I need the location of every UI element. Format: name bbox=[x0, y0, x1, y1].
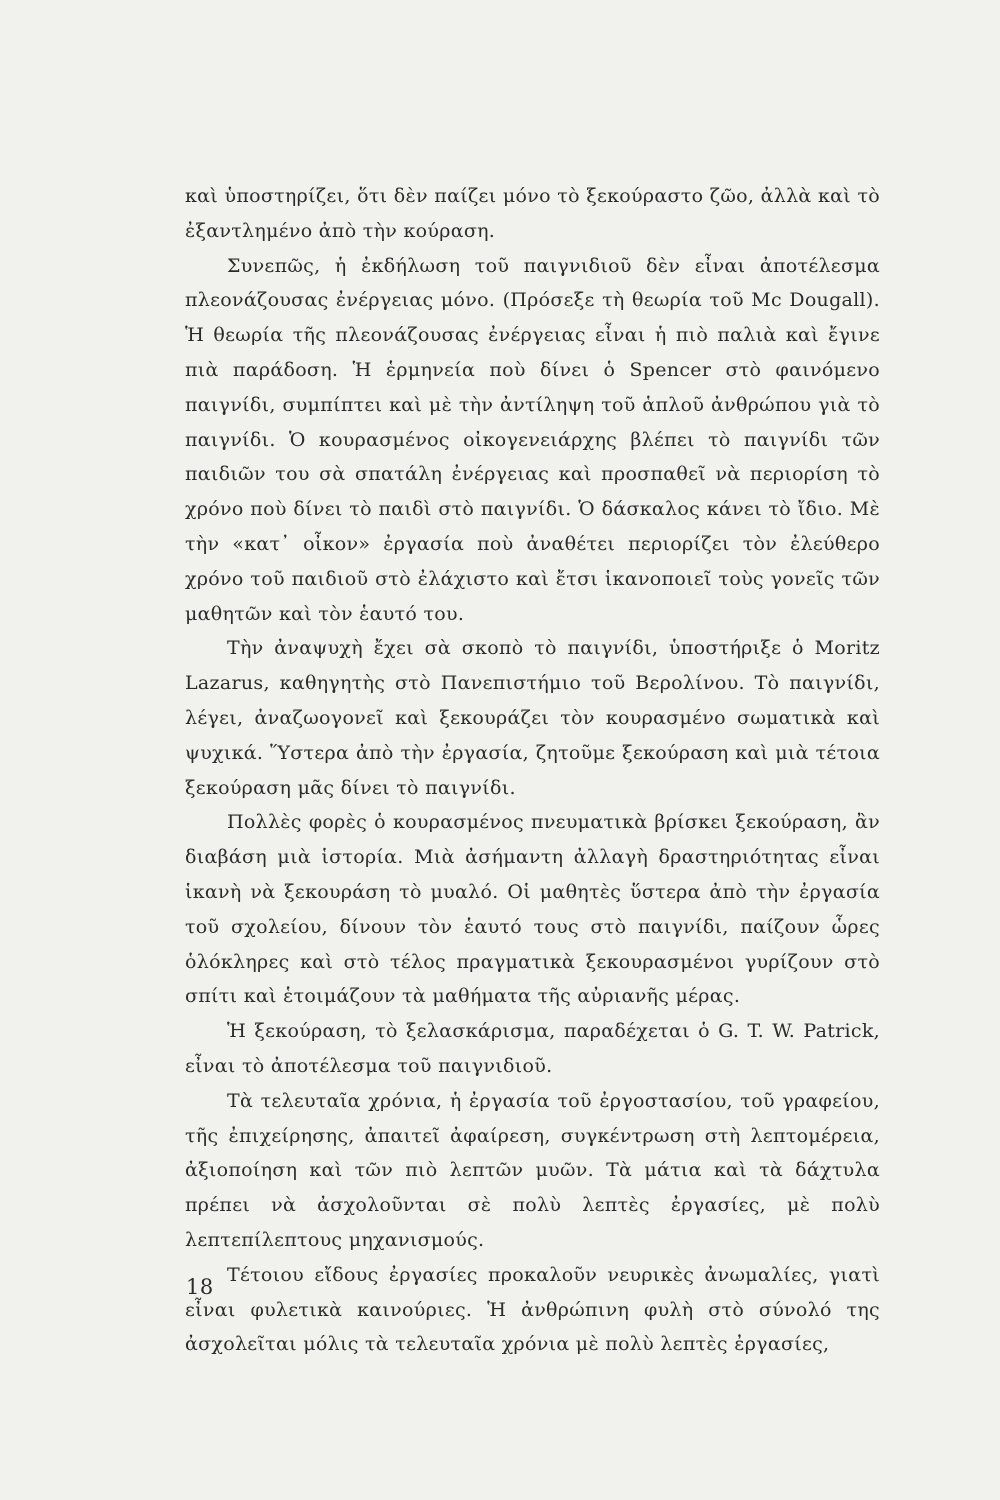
body-text bbox=[185, 179, 880, 1362]
paragraph-2: Συνεπῶς, ἡ ἐκδήλωση τοῦ παιγνιδιοῦ δὲν εἶναι ἀποτέλεσμα πλεονάζουσας ἐνέργειας μόνο. (Πρόσεξε τὴ θεωρία τοῦ Mc Dougall). Ἡ θεωρία τῆς πλεονάζουσας ἐνέργειας εἶναι ἡ πιὸ παλιὰ καὶ ἔγινε πιὰ παράδοση. Ἡ ἑρμηνεία ποὺ δίνει ὁ Spencer στὸ φαινόμενο παιγνίδι, συμπίπτει καὶ μὲ τὴν ἀντίληψη τοῦ ἁπλοῦ ἀνθρώπου γιὰ τὸ παιγνίδι. Ὁ κουρασμένος οἰκογενειάρχης βλέπει τὸ παιγνίδι τῶν παιδιῶν του σὰ σπατάλη ἐνέργειας καὶ προσπαθεῖ νὰ περιορίση τὸ χρόνο ποὺ δίνει τὸ παιδὶ στὸ παιγνίδι. Ὁ δάσκαλος κάνει τὸ ἴδιο. Μὲ τὴν «κατ᾽ οἶκον» ἐργασία ποὺ ἀναθέτει περιορίζει τὸν ἐλεύθερο χρόνο τοῦ παιδιοῦ στὸ ἐλάχιστο καὶ ἔτσι ἱκανοποιεῖ τοὺς γονεῖς τῶν μαθητῶν καὶ τὸν ἑαυτό του. bbox=[185, 254, 880, 625]
paragraph-7: Τέτοιου εἴδους ἐργασίες προκαλοῦν νευρικὲς ἀνωμαλίες, γιατὶ εἶναι φυλετικὰ καινούριες. Ἡ ἀνθρώπινη φυλὴ στὸ σύνολό της ἀσχολεῖται μόλις τὰ τελευταῖα χρόνια μὲ πολὺ λεπτὲς ἐργασίες, bbox=[185, 1263, 880, 1356]
paragraph-5: Ἡ ξεκούραση, τὸ ξελασκάρισμα, παραδέχεται ὁ G. T. W. Patrick, εἶναι τὸ ἀποτέλεσμα τοῦ παιγνιδιοῦ. bbox=[185, 1020, 880, 1077]
paragraph-3: Τὴν ἀναψυχὴ ἔχει σὰ σκοπὸ τὸ παιγνίδι, ὑποστήριξε ὁ Moritz Lazarus, καθηγητὴς στὸ Πανεπιστήμιο τοῦ Βερολίνου. Τὸ παιγνίδι, λέγει, ἀναζωογονεῖ καὶ ξεκουράζει τὸν κουρασμένο σωματικὰ καὶ ψυχικά. Ὕστερα ἀπὸ τὴν ἐργασία, ζητοῦμε ξεκούραση καὶ μιὰ τέτοια ξεκούραση μᾶς δίνει τὸ παιγνίδι. bbox=[185, 637, 880, 799]
paragraph-4: Πολλὲς φορὲς ὁ κουρασμένος πνευματικὰ βρίσκει ξεκούραση, ἂν διαβάση μιὰ ἱστορία. Μιὰ ἀσήμαντη ἀλλαγὴ δραστηριότητας εἶναι ἱκανὴ νὰ ξεκουράση τὸ μυαλό. Οἱ μαθητὲς ὕστερα ἀπὸ τὴν ἐργασία τοῦ σχολείου, δίνουν τὸν ἑαυτό τους στὸ παιγνίδι, παίζουν ὧρες ὁλόκληρες καὶ στὸ τέλος πραγματικὰ ξεκουρασμένοι γυρίζουν στὸ σπίτι καὶ ἑτοιμάζουν τὰ μαθήματα τῆς αὐριανῆς μέρας. bbox=[185, 811, 880, 1008]
paragraph-6: Τὰ τελευταῖα χρόνια, ἡ ἐργασία τοῦ ἐργοστασίου, τοῦ γραφείου, τῆς ἐπιχείρησης, ἀπαιτεῖ ἀφαίρεση, συγκέντρωση στὴ λεπτομέρεια, ἀξιοποίηση καὶ τῶν πιὸ λεπτῶν μυῶν. Τὰ μάτια καὶ τὰ δάχτυλα πρέπει νὰ ἀσχολοῦνται σὲ πολὺ λεπτὲς ἐργασίες, μὲ πολὺ λεπτεπίλεπτους μηχανισμούς. bbox=[185, 1089, 880, 1251]
page-number: 18 bbox=[186, 1275, 214, 1299]
paragraph-1: καὶ ὑποστηρίζει, ὅτι δὲν παίζει μόνο τὸ ξεκούραστο ζῶο, ἀλλὰ καὶ τὸ ἐξαντλημένο ἀπὸ τὴν κούραση. bbox=[185, 185, 880, 242]
